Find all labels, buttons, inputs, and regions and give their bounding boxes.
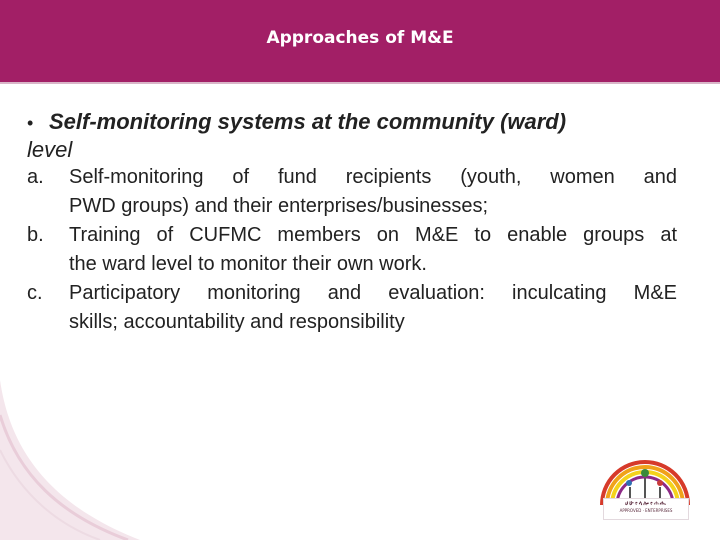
list-item-line: PWD groups) and their enterprises/businesses;: [69, 195, 489, 217]
list-item: [27, 279, 677, 337]
list-item-line: the ward level to monitor their own work.: [69, 253, 427, 275]
slide-title: Approaches of M&E: [266, 28, 454, 48]
bullet-heading-text: Self-monitoring systems at the community (ward): [49, 109, 567, 134]
list-marker: c.: [27, 282, 43, 304]
list-item-line: Training of CUFMC members on M&E to enable groups at: [69, 224, 677, 246]
header-bar: [0, 0, 720, 84]
logo-caption: [603, 498, 689, 520]
decorative-wave: [0, 380, 140, 540]
list-marker: b.: [27, 224, 44, 246]
bullet-icon: •: [27, 113, 34, 133]
list-item-line: Participatory monitoring and evaluation: inculcating M&E: [69, 282, 677, 304]
list-item-line: Self-monitoring of fund recipients (youth, women and: [69, 166, 677, 188]
list-marker: a.: [27, 166, 44, 188]
list-item-line: skills; accountability and responsibility: [69, 311, 405, 333]
list-item: [27, 163, 677, 221]
slide-content: [27, 108, 677, 337]
bullet-heading: [27, 108, 677, 137]
logo-caption-line2: APPROVED · ENTERPRISES: [619, 508, 673, 513]
list-item: [27, 221, 677, 279]
logo-caption-line1: ሀሁ፥ላሎ፥ሐሑ: [625, 500, 667, 507]
bullet-heading-continuation: level: [27, 137, 73, 162]
